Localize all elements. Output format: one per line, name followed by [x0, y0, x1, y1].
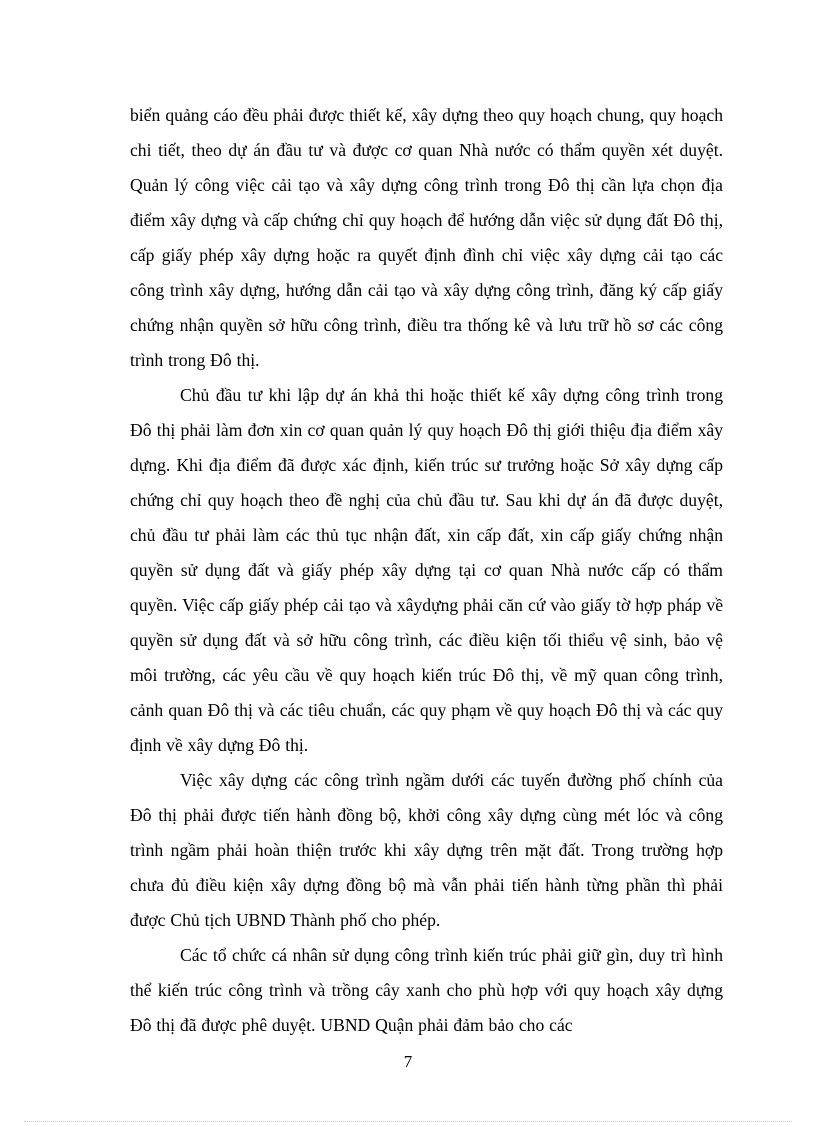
page-bottom-border: [24, 1121, 792, 1122]
paragraph-4: Các tổ chức cá nhân sử dụng công trình kiến trúc phải giữ gìn, duy trì hình thể kiến trúc công trình và trồng cây xanh cho phù hợp với quy hoạch xây dựng Đô thị đã được phê duyệt. UBND Quận phải đảm bảo cho các: [130, 945, 723, 1035]
document-body: [130, 98, 723, 1043]
paragraph-2: Chủ đầu tư khi lập dự án khả thi hoặc thiết kế xây dựng công trình trong Đô thị phải làm đơn xin cơ quan quản lý quy hoạch Đô thị giới thiệu địa điểm xây dựng. Khi địa điểm đã được xác định, kiến trúc sư trưởng hoặc Sở xây dựng cấp chứng chỉ quy hoạch theo đề nghị của chủ đầu tư. Sau khi dự án đã được duyệt, chủ đầu tư phải làm các thủ tục nhận đất, xin cấp đất, xin cấp giấy chứng nhận quyền sử dụng đất và giấy phép xây dựng tại cơ quan Nhà nước cấp có thẩm quyền. Việc cấp giấy phép cải tạo và xâydựng phải căn cứ vào giấy tờ hợp pháp về quyền sử dụng đất và sở hữu công trình, các điều kiện tối thiểu vệ sinh, bảo vệ môi trường, các yêu cầu về quy hoạch kiến trúc Đô thị, về mỹ quan công trình, cảnh quan Đô thị và các tiêu chuẩn, các quy phạm về quy hoạch Đô thị và các quy định về xây dựng Đô thị.: [130, 385, 723, 755]
paragraph-1: biển quảng cáo đều phải được thiết kế, xây dựng theo quy hoạch chung, quy hoạch chi tiết, theo dự án đầu tư và được cơ quan Nhà nước có thẩm quyền xét duyệt. Quản lý công việc cải tạo và xây dựng công trình trong Đô thị cần lựa chọn địa điểm xây dựng và cấp chứng chỉ quy hoạch để hướng dẫn việc sử dụng đất Đô thị, cấp giấy phép xây dựng hoặc ra quyết định đình chỉ việc xây dựng cải tạo các công trình xây dựng, hướng dẫn cải tạo và xây dựng công trình, đăng ký cấp giấy chứng nhận quyền sở hữu công trình, điều tra thống kê và lưu trữ hồ sơ các công trình trong Đô thị.: [130, 105, 723, 370]
paragraph-3: Việc xây dựng các công trình ngầm dưới các tuyến đường phố chính của Đô thị phải được tiến hành đồng bộ, khởi công xây dựng cùng mét lóc và công trình ngầm phải hoàn thiện trước khi xây dựng trên mặt đất. Trong trường hợp chưa đủ điều kiện xây dựng đồng bộ mà vẫn phải tiến hành từng phần thì phải được Chủ tịch UBND Thành phố cho phép.: [130, 770, 723, 930]
page-number: 7: [403, 1052, 413, 1071]
